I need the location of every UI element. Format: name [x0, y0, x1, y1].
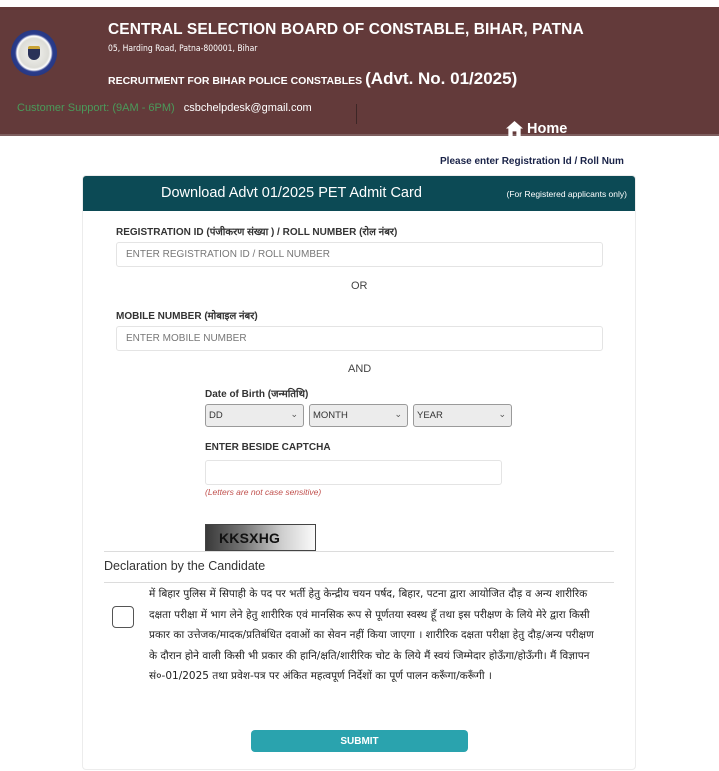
dob-day-value: DD — [209, 410, 223, 421]
registration-label: REGISTRATION ID (पंजीकरण संख्या ) / ROLL NUMBER (रोल नंबर) — [116, 227, 398, 238]
dob-day-select[interactable] — [205, 404, 304, 427]
declaration-checkbox[interactable] — [112, 606, 134, 628]
dob-month-select[interactable] — [309, 404, 408, 427]
dob-year-select[interactable] — [413, 404, 512, 427]
admit-card-form — [82, 175, 636, 770]
header-divider — [356, 104, 357, 124]
chevron-down-icon: ⌄ — [290, 409, 298, 419]
dob-label: Date of Birth (जन्मतिथि) — [205, 389, 309, 400]
captcha-hint: (Letters are not case sensitive) — [205, 487, 322, 497]
mobile-input[interactable] — [116, 326, 603, 351]
police-emblem-icon — [28, 46, 40, 60]
csb-logo — [11, 30, 57, 76]
captcha-input[interactable] — [205, 460, 502, 485]
mobile-label: MOBILE NUMBER (मोबाइल नंबर) — [116, 311, 258, 322]
form-header — [83, 176, 635, 211]
home-link[interactable] — [505, 120, 567, 137]
site-header — [0, 7, 719, 136]
home-label: Home — [527, 120, 568, 137]
customer-support — [17, 102, 312, 114]
dob-year-value: YEAR — [417, 410, 443, 421]
captcha-image: KKSXHG — [205, 524, 316, 551]
chevron-down-icon: ⌄ — [394, 409, 402, 419]
advt-number: (Advt. No. 01/2025) — [365, 69, 518, 88]
form-title: Download Advt 01/2025 PET Admit Card — [161, 185, 422, 201]
captcha-label: ENTER BESIDE CAPTCHA — [205, 442, 331, 453]
and-separator: AND — [348, 363, 372, 375]
registration-input[interactable] — [116, 242, 603, 267]
recruitment-prefix: RECRUITMENT FOR BIHAR POLICE CONSTABLES — [108, 75, 363, 87]
declaration-title: Declaration by the Candidate — [104, 559, 266, 573]
dob-month-value: MONTH — [313, 410, 348, 421]
or-separator: OR — [351, 280, 368, 292]
chevron-down-icon: ⌄ — [498, 409, 506, 419]
form-subtitle: (For Registered applicants only) — [506, 189, 627, 199]
org-title: CENTRAL SELECTION BOARD OF CONSTABLE, BIHAR, PATNA — [108, 21, 584, 38]
divider — [104, 551, 614, 552]
divider — [104, 582, 614, 583]
support-email[interactable]: csbchelpdesk@gmail.com — [183, 102, 312, 114]
org-address: 05, Harding Road, Patna-800001, Bihar — [108, 44, 258, 54]
notice-text: Please enter Registration Id / Roll Num — [440, 156, 624, 167]
recruitment-title — [108, 69, 517, 89]
submit-button[interactable]: SUBMIT — [251, 730, 468, 752]
support-hours: Customer Support: (9AM - 6PM) — [17, 102, 175, 114]
home-icon — [505, 120, 524, 137]
declaration-text: में बिहार पुलिस में सिपाही के पद पर भर्ती हेतु केन्द्रीय चयन पर्षद, बिहार, पटना द्वारा आयोजित दौड़ व अन्य शारीरिक दक्षता परीक्षा में भाग लेने हेतु शारीरिक एवं मानसिक रूप से पूर्णतया स्वस्थ हूँ तथा इस परीक्षण के लिये मेरे द्वारा किसी प्रकार का उत्तेजक/मादक/प्रतिबंधित दवाओं का सेवन नहीं किया जाएगा । शारीरिक दक्षता परीक्षा हेतु दौड़/अन्य परीक्षण के दौरान होने वाली किसी भी प्रकार की हानि/क्षति/शारीरिक चोट के लिये मैं स्वयं जिम्मेदार होऊँगा/होऊँगी। मैं विज्ञापन सं०-01/2025 तथा प्रवेश-पत्र पर अंकित महत्वपूर्ण निर्देशों का पूर्ण पालन करूँगा/करूँगी । — [149, 588, 594, 682]
